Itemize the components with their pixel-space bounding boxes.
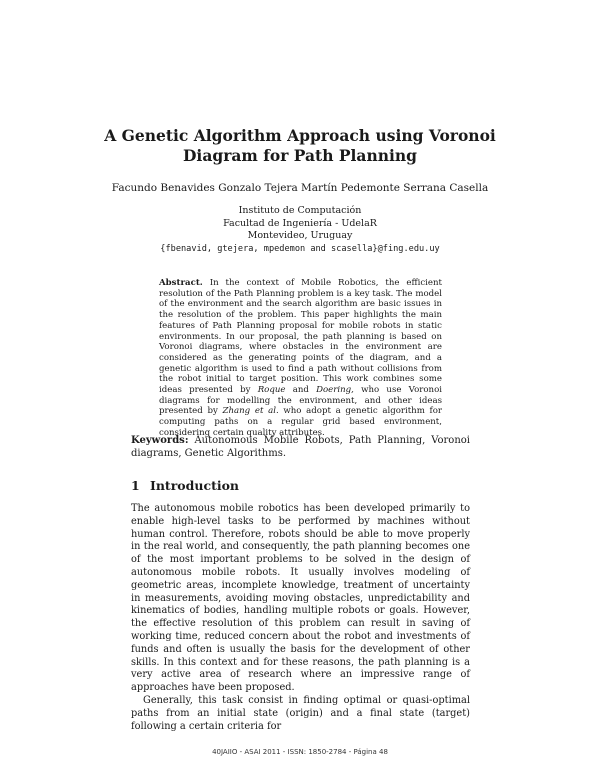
keywords-text: Autonomous Mobile Robots, Path Planning, Voronoi diagrams, Genetic Algorithms. xyxy=(131,435,470,459)
introduction-body xyxy=(131,503,470,733)
title-line-1: A Genetic Algorithm Approach using Voronoi xyxy=(104,126,496,145)
paper-title xyxy=(100,126,500,166)
page-footer: 40JAIIO - ASAI 2011 - ISSN: 1850-2784 - Página 48 xyxy=(212,748,388,756)
keywords-label: Keywords: xyxy=(131,435,189,446)
intro-paragraph-1: The autonomous mobile robotics has been developed primarily to enable high-level tasks to be performed by machines without human control. Therefore, robots should be able to move properly in the real world, and consequently, the path planning becomes one of the most important problems to be solved in the design of autonomous mobile robots. It usually involves modeling of geometric areas, incomplete knowledge, treatment of uncertainty in measurements, avoiding moving obstacles, unpredictability and kinematics of bodies, handling multiple robots or goals. However, the effective resolution of this problem can result in saving of working time, reduced concern about the robot and investments of funds and often is usually the basis for the development of other skills. In this context and for these reasons, the path planning is a very active area of research where an impressive range of approaches have been proposed. xyxy=(131,503,470,694)
abstract-text-3: who adopt a genetic algorithm for computing paths on a regular grid based environment, considering certain quality attributes. xyxy=(159,406,443,438)
affiliation-location: Montevideo, Uruguay xyxy=(247,230,353,241)
abstract-cite-roque: Roque xyxy=(257,385,286,396)
section-title: Introduction xyxy=(150,478,240,493)
author-emails: {fbenavid, gtejera, mpedemon and scasella}@fing.edu.uy xyxy=(160,243,440,254)
abstract-label: Abstract. xyxy=(159,278,203,288)
affiliation-block xyxy=(60,205,540,255)
abstract-cite-doering: Doering, xyxy=(316,385,354,396)
keywords xyxy=(131,434,470,460)
section-heading xyxy=(131,478,470,494)
abstract-text-1: In the context of Mobile Robotics, the efficient resolution of the Path Planning problem is a key task. The model of the environment and the search algorithm are basic issues in the resolution of the problem. This paper highlights the main features of Path Planning proposal for mobile robots in static environments. In our proposal, the path planning is based on Voronoi diagrams, where obstacles in the environment are considered as the generating points of the diagram, and a genetic algorithm is used to find a path without collisions from the robot initial to target position. This work combines some ideas presented by xyxy=(159,278,442,396)
affiliation-institute: Instituto de Computación xyxy=(238,205,362,216)
abstract xyxy=(159,278,442,439)
affiliation-faculty: Facultad de Ingeniería - UdelaR xyxy=(223,217,377,229)
author-list: Facundo Benavides Gonzalo Tejera Martín Pedemonte Serrana Casella xyxy=(111,182,489,194)
title-line-2: Diagram for Path Planning xyxy=(182,146,417,165)
abstract-cite-zhang: Zhang et al. xyxy=(222,406,279,417)
intro-paragraph-2: Generally, this task consist in finding optimal or quasi-optimal paths from an initial state (origin) and a final state (target) following a certain criteria for xyxy=(131,694,470,732)
abstract-and: and xyxy=(292,385,309,396)
abstract-text-2: who use Voronoi diagrams for modelling the environment, and other ideas presented by xyxy=(159,385,443,417)
section-number: 1 xyxy=(131,478,140,493)
